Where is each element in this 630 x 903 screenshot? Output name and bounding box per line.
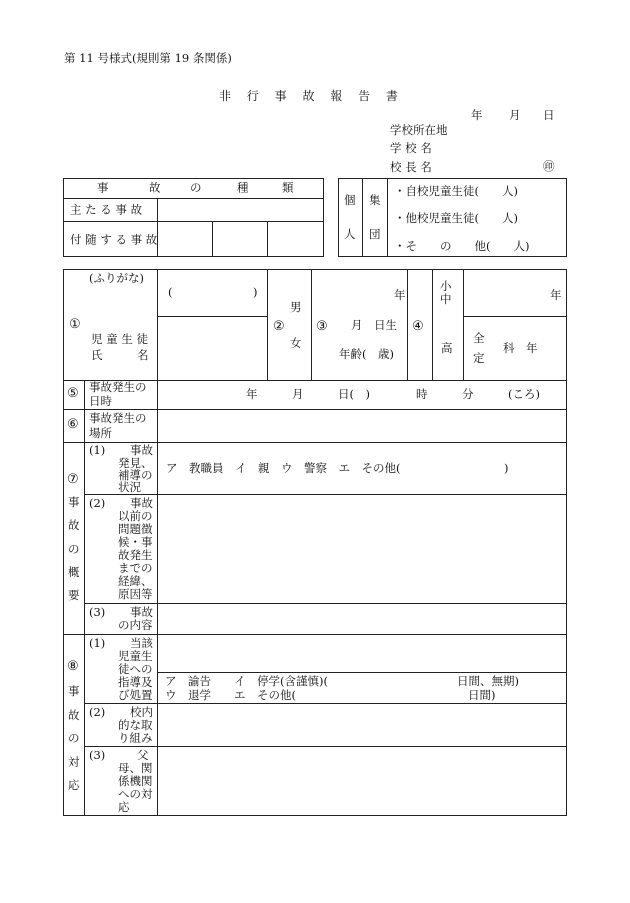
disposition-options-1-end: 日間、無期) <box>457 674 519 688</box>
page-title: 非 行 事 故 報 告 書 <box>219 89 404 103</box>
background-field[interactable] <box>158 495 566 602</box>
row-7-vertical-5: 要 <box>68 588 80 602</box>
row-6-number: ⑥ <box>67 417 79 432</box>
principal-name-label: 校 長 名 <box>390 160 432 174</box>
student-label-2: 氏 名 <box>91 348 149 362</box>
row-7-sub-2-line-4: 候・事 <box>118 535 153 549</box>
row-7-sub-3-line-1: 事故 <box>130 605 153 619</box>
form-number: 第 11 号様式(規則第 19 条関係) <box>64 51 232 65</box>
date-year: 年 <box>471 108 483 122</box>
occurrence-datetime: 年 月 日( ) 時 分 (ころ) <box>246 387 540 401</box>
seal-mark: ㊞ <box>543 159 555 173</box>
type-header-1: 事 <box>97 180 109 195</box>
row-7-vertical-3: の <box>68 542 80 556</box>
row-8-sub-3-number: (3) <box>89 748 106 762</box>
sub-accident-label: 付 随 す る 事 故 <box>70 232 158 247</box>
scope-other-school: ・他校児童生徒( 人) <box>394 211 518 225</box>
row-4-number: ④ <box>412 319 424 334</box>
row-8-sub-1-line-1: 当該 <box>130 636 153 650</box>
female-label: 女 <box>290 336 302 350</box>
row-8-vertical-4: 対 <box>68 755 80 769</box>
row-8-sub-1-line-3: 徒への <box>118 662 153 676</box>
row-7-sub-1-line-2: 発見、 <box>118 456 153 470</box>
discovery-options: ア 教職員 イ 親 ウ 警察 エ その他( ) <box>166 461 509 475</box>
row-3-number: ③ <box>316 319 328 334</box>
furigana-field[interactable] <box>175 280 250 306</box>
row-8-vertical-5: 応 <box>68 778 80 792</box>
main-accident-label: 主 た る 事 故 <box>70 202 143 217</box>
row-8-sub-3-line-4: への対 <box>118 787 153 801</box>
main-accident-field[interactable] <box>158 199 323 220</box>
occurrence-place-field[interactable] <box>158 410 566 441</box>
disposition-options-2: ウ 退学 エ その他( <box>165 688 296 702</box>
accident-content-field[interactable] <box>158 604 566 633</box>
row-8-vertical-3: の <box>68 731 80 745</box>
row-8-sub-2-line-1: 校内 <box>130 705 153 719</box>
type-header-4: 種 <box>237 180 249 195</box>
individual-label-1: 個 <box>344 193 356 207</box>
row-2-number: ② <box>273 319 285 334</box>
birth-month-day-label: 月 日生 <box>351 318 397 332</box>
row-7-sub-2-line-1: 事故 <box>130 496 153 510</box>
row-7-vertical-1: 事 <box>68 495 80 509</box>
external-response-field[interactable] <box>158 747 566 815</box>
row-7-sub-2-line-8: 原因等 <box>118 587 153 601</box>
row-7-sub-2-line-3: 問題徴 <box>118 522 153 536</box>
date-day: 日 <box>543 108 555 122</box>
group-label-1: 集 <box>369 193 381 207</box>
scope-other: ・そ の 他( 人) <box>394 239 530 253</box>
row-8-sub-1-number: (1) <box>89 636 106 650</box>
birth-year-label: 年 <box>394 288 406 302</box>
row-7-sub-1-line-4: 状況 <box>118 480 141 494</box>
scope-own-school: ・自校児童生徒( 人) <box>394 184 518 198</box>
school-address-label: 学校所在地 <box>390 123 448 137</box>
disposition-options-1: ア 諭告 イ 停学(含謹慎)( <box>165 674 328 688</box>
row-8-sub-1-line-5: び処置 <box>118 688 153 702</box>
furigana-paren-close: ) <box>253 285 258 299</box>
row-5-label-2: 日時 <box>89 394 112 408</box>
row-8-sub-3-line-1: 父 <box>137 748 149 762</box>
row-8-sub-2-line-3: り組み <box>118 731 153 745</box>
row-7-sub-1-line-3: 補導の <box>118 468 153 482</box>
row-8-sub-1-line-4: 指導及 <box>118 675 153 689</box>
type-header-2: 故 <box>149 180 161 195</box>
row-8-number: ⑧ <box>67 659 79 674</box>
disposition-options-2-end: 日間) <box>468 688 496 702</box>
individual-label-2: 人 <box>344 227 356 241</box>
student-label-1: 児 童 生 徒 <box>91 332 148 346</box>
row-5-number: ⑤ <box>67 386 79 401</box>
row-7-sub-3-number: (3) <box>89 605 106 619</box>
furigana-paren-open: ( <box>168 285 173 299</box>
row-8-sub-3-line-2: 母、関 <box>118 761 153 775</box>
row-8-sub-3-line-3: 係機関 <box>118 774 153 788</box>
student-name-field[interactable] <box>158 317 266 379</box>
row-7-vertical-2: 故 <box>68 518 80 532</box>
row-1-number: ① <box>69 317 81 332</box>
row-5-label-1: 事故発生の <box>89 380 147 394</box>
row-7-sub-1-number: (1) <box>89 443 106 457</box>
row-7-sub-1-line-1: 事故 <box>130 443 153 457</box>
row-7-number: ⑦ <box>67 472 79 487</box>
type-header-3: の <box>190 180 202 195</box>
row-6-label-2: 場所 <box>89 426 112 440</box>
furigana-label: (ふりがな) <box>89 271 144 285</box>
row-8-sub-1-line-2: 児童生 <box>118 649 153 663</box>
row-6-label-1: 事故発生の <box>89 411 147 425</box>
row-7-sub-2-line-2: 以前の <box>118 509 153 523</box>
course-year-label: 科 年 <box>503 341 538 355</box>
row-8-vertical-2: 故 <box>68 708 80 722</box>
row-8-sub-2-line-2: 的な取 <box>118 718 153 732</box>
row-8-sub-3-line-5: 応 <box>118 800 130 814</box>
row-7-vertical-4: 概 <box>68 565 80 579</box>
age-label: 年齢( 歳) <box>339 347 394 361</box>
male-label: 男 <box>290 300 302 314</box>
row-8-sub-2-number: (2) <box>89 705 106 719</box>
row-8-vertical-1: 事 <box>68 684 80 698</box>
row-7-sub-2-line-7: 経緯、 <box>118 574 153 588</box>
part-time-label: 定 <box>473 351 485 365</box>
guidance-field[interactable] <box>158 635 566 671</box>
elem-mid-year-label: 年 <box>550 288 562 302</box>
school-efforts-field[interactable] <box>158 704 566 745</box>
row-7-sub-2-number: (2) <box>89 496 106 510</box>
row-7-sub-2-line-6: までの <box>118 561 153 575</box>
middle-label: 中 <box>440 292 452 306</box>
type-header-5: 類 <box>282 180 294 195</box>
date-month: 月 <box>509 108 521 122</box>
row-7-sub-2-line-5: 故発生 <box>118 548 153 562</box>
school-name-label: 学 校 名 <box>390 141 432 155</box>
group-label-2: 団 <box>369 227 381 241</box>
full-time-label: 全 <box>473 331 485 345</box>
row-7-sub-3-line-2: の内容 <box>118 618 153 632</box>
elementary-label: 小 <box>440 279 452 293</box>
high-school-label: 高 <box>441 341 453 355</box>
